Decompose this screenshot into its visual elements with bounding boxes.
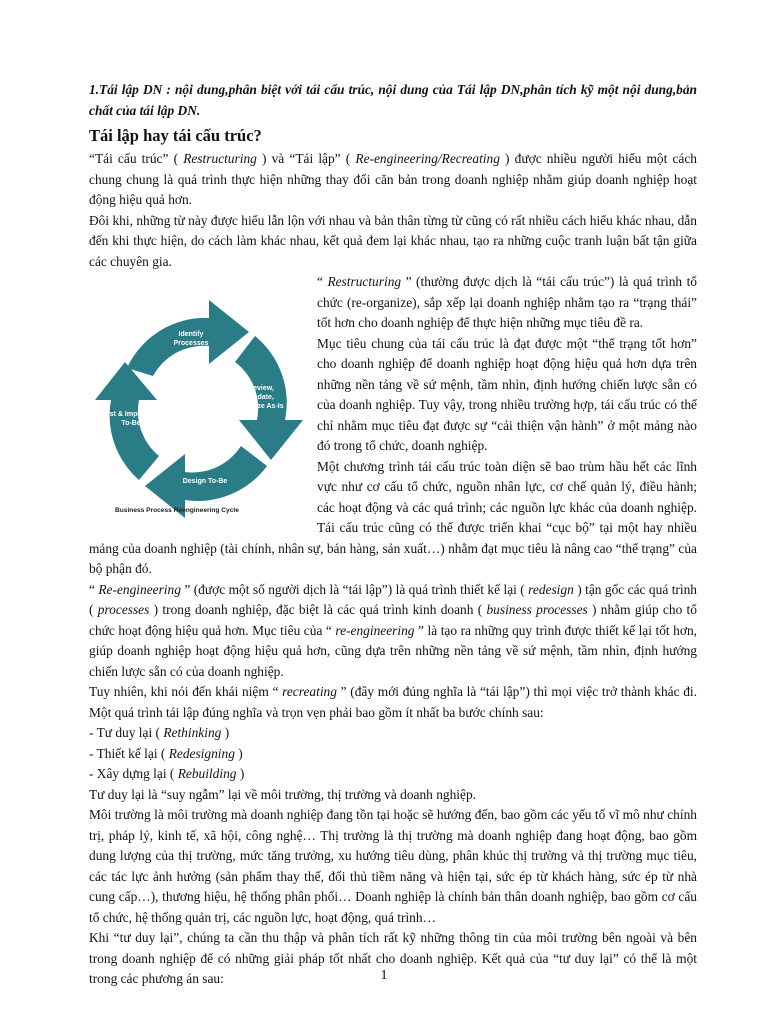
step-identify-line2: Processes [173,340,209,347]
paragraph-9: Môi trường là môi trường mà doanh nghiệp đang tồn tại hoặc sẽ hướng đến, bao gồm các yếu tố vĩ mô như chính trị, pháp lý, kinh tế, xã hội, công nghệ… Thị trường là thị trường mà doanh nghiệp đang hoạt động, bao gồm dung lượng của thị trường, mức tăng trưởng, xu hướng tiêu dùng, phân khúc thị trường và thị trường mục tiêu, các tác lực ảnh hưởng (sản phẩm thay thế, đối thủ tiềm năng và hiện tại, sức ép từ khách hàng, sức ép từ nhà cung cấp…), thương hiệu, hệ thống phân phối… Doanh nghiệp là chính bản thân doanh nghiệp, bao gồm cơ cấu tổ chức, hệ thống quản trị, các nguồn lực, hoạt động, quá trình… [89,807,697,925]
term-recreating: recreating [282,684,337,699]
section-title: Tái lập hay tái cấu trúc? [89,126,262,145]
bpr-cycle-diagram [89,280,309,528]
step-test-line1: Test & Implement [102,411,160,418]
term-redesign: redesign [528,581,574,597]
text-run: “ [317,274,328,289]
figure-caption: Business Process Reengineering Cycle [115,507,239,514]
text-run: ” (thường được dịch là “tái cấu trúc”) là quá trình tổ chức (re-organize), sắp xếp lại doanh nghiệp nhằm tạo ra “trạng thái” tốt hơn cho doanh nghiệp để thực hiện những mục tiêu đề ra. [317,274,698,330]
term-reengineering: Re-engineering [98,581,181,597]
step-review-line2: Update, [248,394,274,401]
list-item [89,764,697,785]
segment-identify [127,300,249,376]
text-run: ) [236,766,245,781]
term-reengineering: Re-engineering/Recreating [355,151,500,166]
paragraph-6 [89,580,697,683]
text-run: ) [234,745,243,761]
paragraph-1 [89,149,697,211]
paragraph-4: Mục tiêu chung của tái cấu trúc là đạt được một “thể trạng tốt hơn” cho doanh nghiệp để doanh nghiệp hoạt động hiệu quả hơn dựa trên những nền tảng về sứ mệnh, tầm nhìn, định hướng chiến lược sẵn có của doanh nghiệp. Tuy vậy, trong nhiều trường hợp, tái cấu trúc có thể chỉ nhằm mục tiêu đạt được sự “cải thiện vận hành” ở một mảng nào đó trong tổ chức, doanh nghiệp. [317,335,697,453]
text-run: ) trong doanh nghiệp, đặc biệt là các quá trình kinh doanh ( [149,602,487,617]
paragraph-7 [89,682,697,723]
document-heading: 1.Tái lập DN : nội dung,phân biệt với tái cấu trúc, nội dung của Tái lập DN,phân tích kỹ một nội dung,bản chất của tái lập DN. [89,82,697,118]
bpr-cycle-figure [89,280,309,528]
term-restructuring: Restructuring [327,274,402,289]
page-number: 1 [380,968,388,983]
text-run: ) tận gốc các quá trình ( [89,581,697,617]
text-run: ) nhằm giúp cho tổ chức hoạt động hiệu quả hơn. Mục tiêu của “ [89,602,697,638]
text-run: ” là tạo ra những quy trình được thiết kế lại tốt hơn, giúp doanh nghiệp hoạt động hiệu quả hơn, cũng dựa trên những nền tảng về sứ mệnh, tầm nhìn, định hướng chiến lược sẵn có của doanh nghiệp. [89,622,697,679]
text-run: ) được nhiều người hiểu một cách chung chung là quá trình thực hiện những thay đổi căn bản trong doanh nghiệp nhằm giúp doanh nghiệp hoạt động hiệu quả hơn. [89,151,697,207]
text-run: “ [89,581,99,597]
document-body [89,80,697,990]
text-run: ” (được một số người dịch là “tái lập”) là quá trình thiết kế lại ( [180,581,529,597]
paragraph-5: Một chương trình tái cấu trúc toàn diện sẽ bao trùm hầu hết các lĩnh vực như cơ cấu tổ chức, nguồn nhân lực, cơ chế quản lý, điều hành; các hoạt động và các quá trình; các nguồn lực khác của doanh nghiệp. Tái cấu trúc cũng có thể được triển khai “cục bộ” tại một hay nhiều mảng của doanh nghiệp (tài chính, nhân sự, bán hàng, sản xuất…) nhằm đạt mục tiêu là nâng cao “thể trạng” của bộ phận đó. [89,458,697,576]
text-run: - Tư duy lại ( [89,725,164,740]
text-run: ” (đây mới đúng nghĩa là “tái lập”) thì mọi việc trở thành khác đi. Một quá trình tái lập đúng nghĩa và trọn vẹn phải bao gồm ít nhất ba bước chính sau: [89,684,697,720]
text-run: - Xây dựng lại ( [89,766,178,781]
text-run: “Tái cấu trúc” ( [89,151,184,166]
step-review-line3: Analyze As-Is [238,403,284,410]
term-restructuring: Restructuring [183,151,257,166]
term-rebuilding: Rebuilding [177,766,237,781]
paragraph-8: Tư duy lại là “suy ngẫm” lại về môi trường, thị trường và doanh nghiệp. [89,786,476,802]
list-item [89,723,697,744]
term-rethinking: Rethinking [163,725,222,740]
text-run: Tuy nhiên, khi nói đến khái niệm “ [89,684,283,699]
step-test-line2: To-Be [121,420,141,427]
term-business-processes: business processes [486,602,588,617]
text-run: ) và “Tái lập” ( [256,151,356,166]
paragraph-10: Khi “tư duy lại”, chúng ta cần thu thập và phân tích rất kỹ những thông tin của môi trường bên ngoài và bên trong doanh nghiệp để có những giải pháp tốt nhất cho doanh nghiệp. Kết quả của “tư duy lại” có thể là một trong các phương án sau: [89,930,697,986]
text-run: ) [221,725,230,740]
term-redesigning: Redesigning [168,745,235,761]
list-item [89,744,697,765]
text-run: - Thiết kế lại ( [89,745,169,761]
step-identify-line1: Identify [178,331,204,338]
step-review-line1: Review, [248,385,274,392]
term-processes: processes [97,602,150,617]
step-design: Design To-Be [182,478,228,485]
term-reengineering: re-engineering [335,622,415,638]
paragraph-2: Đôi khi, những từ này được hiểu lẫn lộn với nhau và bản thân từng từ cũng có rất nhiều cách hiểu khác nhau, dẫn đến khi thực hiện, do cách làm khác nhau, kết quả đem lại khác nhau, tạo ra những cuộc tranh luận bất tận giữa các chuyên gia. [89,212,697,269]
